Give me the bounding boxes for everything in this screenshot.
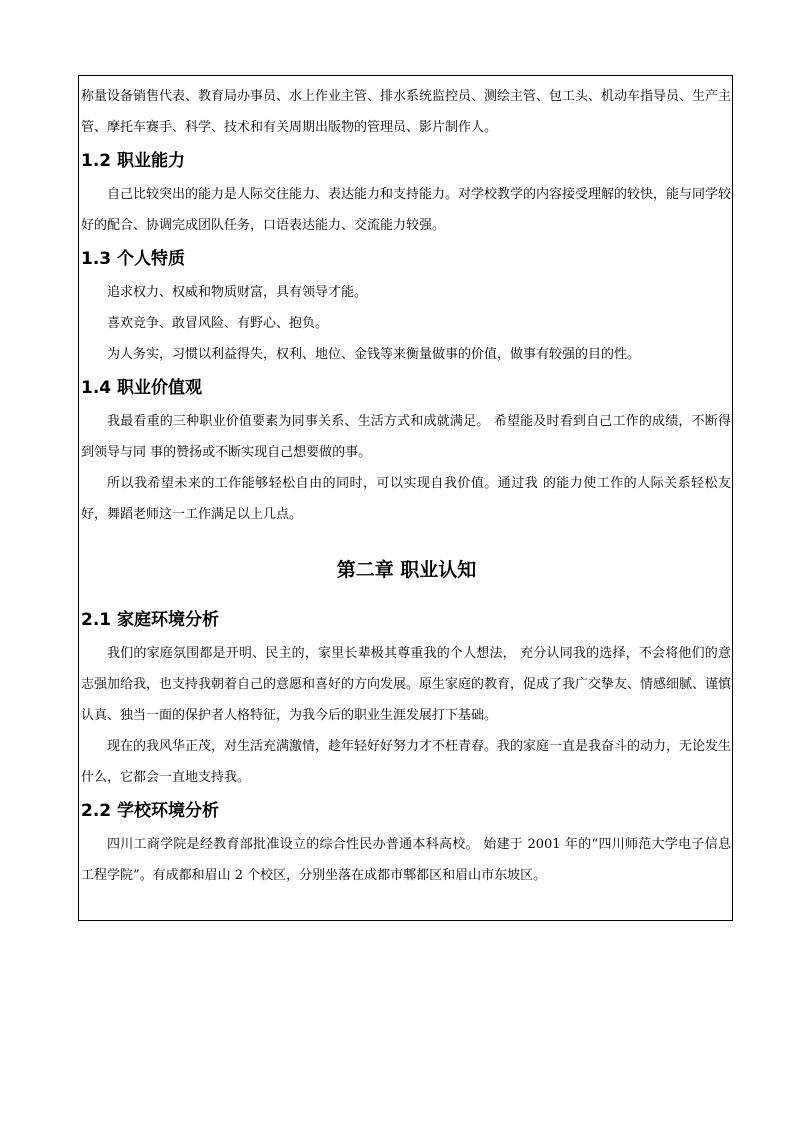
section-1-1-tail-paragraph: 称量设备销售代表、教育局办事员、水上作业主管、排水系统监控员、测绘主管、包工头、机动车指导员、生产主管、摩托车赛手、科学、技术和有关周期出版物的管理员、影片制作人。 <box>81 89 732 135</box>
chapter-2-title: 第二章 职业认知 <box>336 559 477 581</box>
document-table-frame <box>78 75 733 921</box>
section-1-3-heading: 1.3 个人特质 <box>81 249 186 269</box>
section-1-3-paragraph: 为人务实，习惯以利益得失，权利、地位、金钱等来衡量做事的价值，做事有较强的目的性。 <box>107 347 641 362</box>
section-2-2-paragraph: 四川工商学院是经教育部批准设立的综合性民办普通本科高校。 始建于 2001 年的“四川师范大学电子信息工程学院”。有成都和眉山 2 个校区，分别坐落在成都市郫都区和眉山市东坡区。 <box>81 837 731 883</box>
section-1-4-paragraph: 我最看重的三种职业价值要素为同事关系、生活方式和成就满足。 希望能及时看到自己工作的成绩，不断得到领导与同 事的赞扬或不断实现自己想要做的事。 <box>81 414 731 460</box>
document-content <box>79 76 732 891</box>
section-2-1-paragraph: 现在的我风华正茂，对生活充满激情，趁年轻好好努力才不枉青春。我的家庭一直是我奋斗的动力，无论发生什么，它都会一直地支持我。 <box>81 739 732 785</box>
section-1-4-heading: 1.4 职业价值观 <box>81 378 203 398</box>
section-1-2-paragraph: 自己比较突出的能力是人际交往能力、表达能力和支持能力。对学校教学的内容接受理解的较快，能与同学较好的配合、协调完成团队任务，口语表达能力、交流能力较强。 <box>81 187 732 233</box>
section-1-4-paragraph: 所以我希望未来的工作能够轻松自由的同时，可以实现自我价值。通过我 的能力使工作的人际关系轻松友好，舞蹈老师这一工作满足以上几点。 <box>81 476 731 522</box>
section-2-2-heading: 2.2 学校环境分析 <box>81 801 220 821</box>
section-2-1-heading: 2.1 家庭环境分析 <box>81 610 220 630</box>
section-1-2-heading: 1.2 职业能力 <box>81 151 186 171</box>
section-1-3-paragraph: 喜欢竞争、敢冒风险、有野心、抱负。 <box>107 316 329 331</box>
section-2-1-paragraph: 我们的家庭氛围都是开明、民主的，家里长辈极其尊重我的个人想法， 充分认同我的选择，不会将他们的意志强加给我，也支持我朝着自己的意愿和喜好的方向发展。原生家庭的教育，促成了我广交挚友、情感细腻、谨慎认真、独当一面的保护者人格特征，为我今后的职业生涯发展打下基础。 <box>81 646 732 723</box>
section-1-3-paragraph: 追求权力、权威和物质财富，具有领导才能。 <box>107 285 368 300</box>
